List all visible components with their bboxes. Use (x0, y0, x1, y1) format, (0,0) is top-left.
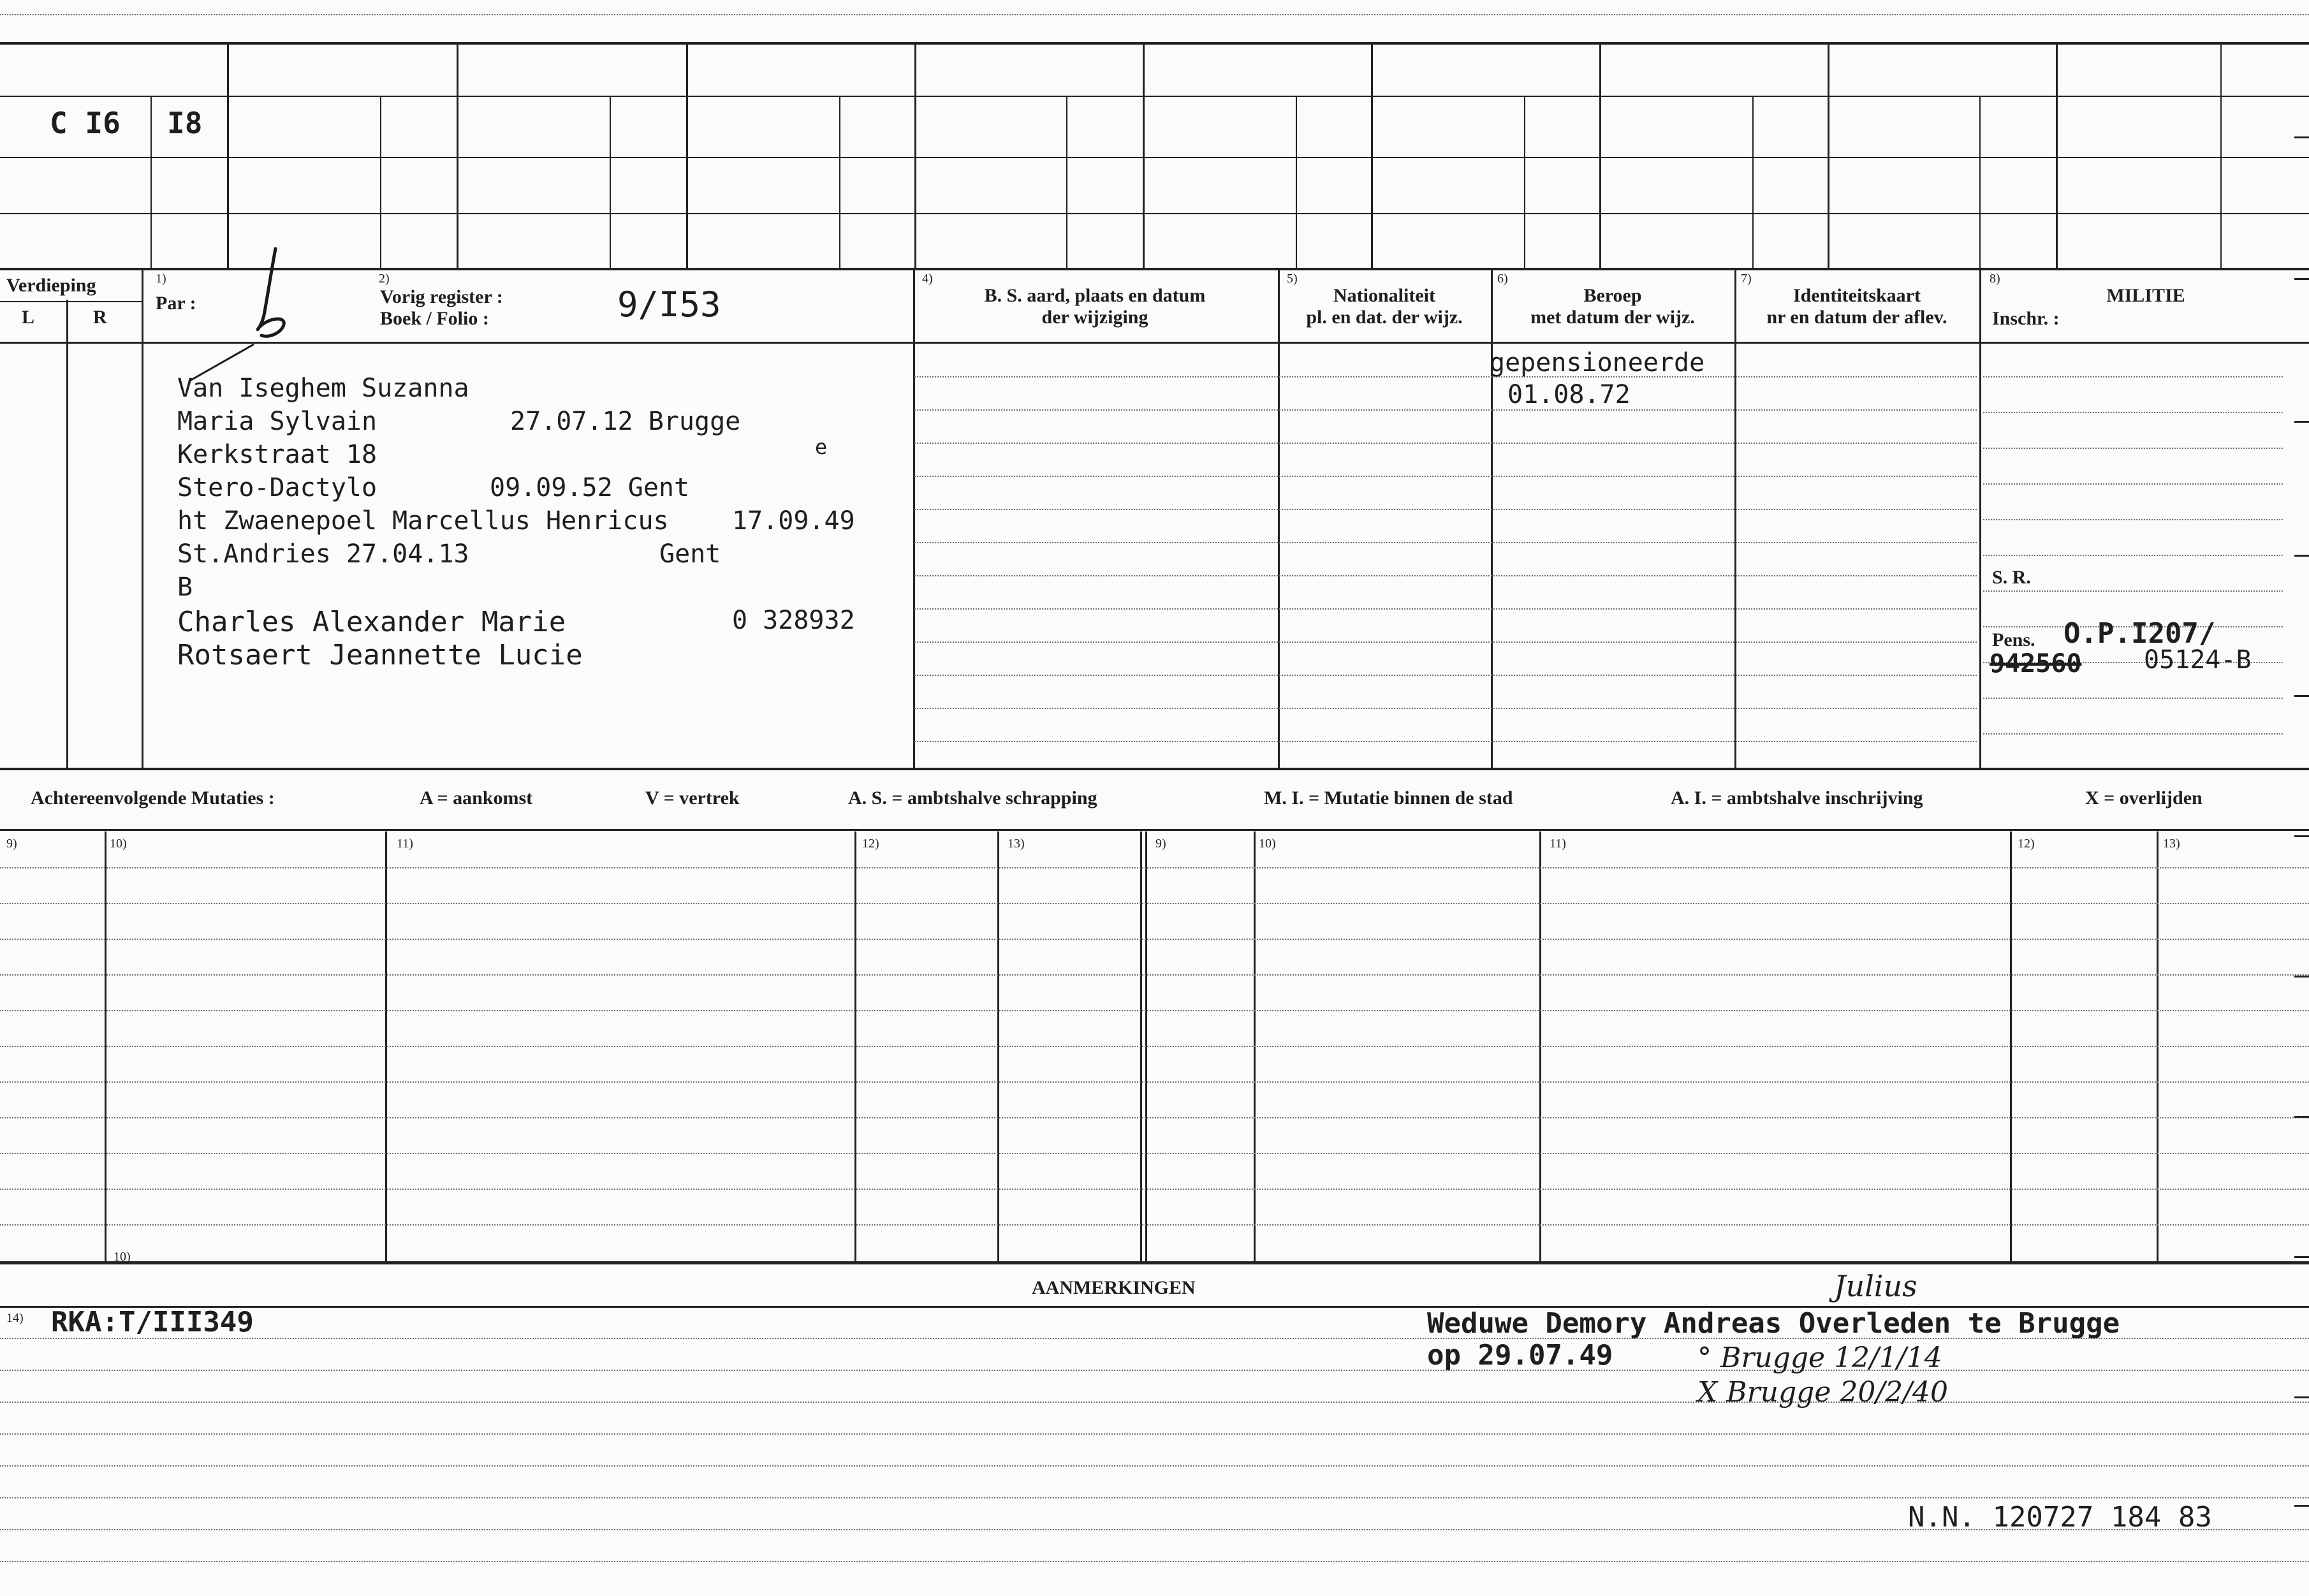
column-line (1491, 268, 1493, 768)
remarks-line (0, 1433, 2309, 1435)
mut-col-12-right: 12) (2018, 837, 2035, 851)
mutation-line (0, 1153, 2309, 1154)
col-num-4: 4) (922, 272, 933, 286)
remarks-line (0, 1497, 2309, 1498)
person-line-2: Maria Sylvain (177, 407, 378, 436)
entry-line (914, 675, 1977, 676)
column-line (1752, 96, 1754, 268)
nat-header-line2: pl. en dat. der wijz. (1306, 307, 1463, 328)
column-line (1143, 42, 1145, 268)
inschr-label: Inschr. : (1992, 308, 2060, 329)
vorig-register-label: Vorig register : (380, 286, 503, 307)
par-signature (242, 244, 319, 346)
legend-mutatie-stad: M. I. = Mutatie binnen de stad (1264, 787, 1513, 809)
beroep-header-line2: met datum der wijz. (1530, 307, 1695, 328)
remarks-col-14: 14) (6, 1311, 24, 1325)
militie-line (1983, 733, 2283, 735)
legend-ambtshalve-schrapping: A. S. = ambtshalve schrapping (848, 787, 1097, 809)
id-header-line2: nr en datum der aflev. (1766, 307, 1947, 328)
floor-left-label: L (22, 307, 35, 328)
rule-line (0, 96, 2309, 97)
column-line (1828, 42, 1829, 268)
entry-line (914, 608, 1977, 610)
remarks-line (0, 1402, 2309, 1403)
edge-tick (2294, 136, 2309, 138)
column-line (1734, 268, 1736, 768)
militie-header: MILITIE (2106, 285, 2185, 306)
remarks-line (0, 1561, 2309, 1562)
column-line (2220, 42, 2222, 96)
edge-tick (2294, 695, 2309, 697)
rule-line (0, 301, 143, 302)
person-line-5: ht Zwaenepoel Marcellus Henricus (177, 506, 669, 536)
remarks-line (0, 1370, 2309, 1371)
entry-line (914, 542, 1977, 543)
person-line-4: Stero-Dactylo (177, 473, 378, 502)
column-line (1599, 42, 1601, 268)
person-line-6-detail: Gent (659, 539, 721, 569)
person-line-1: Van Iseghem Suzanna (177, 374, 469, 403)
edge-tick (2294, 1505, 2309, 1507)
col-num-1: 1) (156, 272, 166, 286)
rule-line (0, 768, 2309, 770)
mutation-line (0, 1224, 2309, 1226)
militie-line (1983, 483, 2283, 485)
pens-label: Pens. (1992, 629, 2035, 650)
folio-value: 9/I53 (617, 284, 721, 325)
column-line (66, 300, 68, 768)
mut-footer-mark: 10) (114, 1250, 131, 1264)
handwritten-birth: ° Brugge 12/1/14 (1697, 1342, 1942, 1374)
mutation-line (0, 1117, 2309, 1118)
edge-tick (2294, 1116, 2309, 1118)
par-label: Par : (156, 293, 196, 314)
remarks-line (0, 1465, 2309, 1467)
person-line-8-detail: 0 328932 (732, 606, 855, 635)
column-line (914, 42, 916, 268)
legend-aankomst: A = aankomst (420, 787, 533, 809)
beroep-date: 01.08.72 (1507, 380, 1631, 409)
entry-line (914, 376, 1977, 377)
rule-line (0, 42, 2309, 45)
col-num-8: 8) (1990, 272, 2000, 286)
column-line (380, 96, 381, 268)
person-line-7: B (177, 573, 193, 602)
column-line (913, 268, 915, 768)
column-line (686, 42, 688, 268)
top-edge (0, 14, 2309, 15)
entry-line (914, 509, 1977, 510)
rka-reference: RKA:T/III349 (51, 1306, 254, 1338)
person-line-5-detail: 17.09.49 (732, 506, 855, 536)
person-line-3: Kerkstraat 18 (177, 440, 378, 469)
entry-line (914, 409, 1977, 411)
entry-line (914, 575, 1977, 576)
column-line (1296, 96, 1297, 268)
mut-col-11-left: 11) (397, 837, 413, 851)
mutation-line (0, 903, 2309, 904)
column-line (142, 268, 143, 768)
person-line-3-mark: e (815, 435, 828, 459)
beroep-status: gepensioneerde (1490, 348, 1705, 377)
rule-line (0, 342, 2309, 344)
mut-col-10-left: 10) (110, 837, 127, 851)
rule-line (0, 213, 2309, 214)
mut-col-13-left: 13) (1008, 837, 1025, 851)
column-line (1371, 42, 1373, 268)
pens-value: O.P.I207/ (2063, 617, 2216, 650)
entry-line (914, 708, 1977, 709)
remarks-title: AANMERKINGEN (1032, 1277, 1196, 1298)
boek-folio-label: Boek / Folio : (380, 308, 489, 329)
national-number: N.N. 120727 184 83 (1908, 1501, 2212, 1534)
floor-right-label: R (93, 307, 107, 328)
column-line (150, 96, 152, 268)
militie-line (1983, 555, 2283, 556)
legend-ambtshalve-inschrijving: A. I. = ambtshalve inschrijving (1671, 787, 1923, 809)
mut-col-10-right: 10) (1259, 837, 1276, 851)
bs-header-line1: B. S. aard, plaats en datum (984, 285, 1206, 306)
beroep-header-line1: Beroep (1583, 285, 1642, 306)
code-left: C I6 (50, 106, 121, 140)
bs-header-line2: der wijziging (1041, 307, 1148, 328)
militie-line (1983, 698, 2283, 699)
person-line-6: St.Andries 27.04.13 (177, 539, 469, 569)
mut-col-9-right: 9) (1155, 837, 1166, 851)
remarks-line-1: Weduwe Demory Andreas Overleden te Brugge (1427, 1307, 2120, 1340)
nat-header-line1: Nationaliteit (1333, 285, 1435, 306)
militie-line (1983, 590, 2283, 592)
rule-line (0, 829, 2309, 831)
code-right: I8 (167, 106, 203, 140)
remarks-line-2: op 29.07.49 (1427, 1339, 1613, 1372)
mutations-legend-title: Achtereenvolgende Mutaties : (31, 787, 275, 809)
column-line (1524, 96, 1525, 268)
col-num-2: 2) (379, 272, 390, 286)
mutation-line (0, 1010, 2309, 1011)
person-line-8: Charles Alexander Marie (177, 606, 566, 638)
person-line-4-detail: 09.09.52 Gent (490, 473, 690, 502)
person-line-2-detail: 27.07.12 Brugge (510, 407, 741, 436)
edge-tick (2294, 421, 2309, 423)
edge-tick (2294, 976, 2309, 977)
mut-col-9-left: 9) (6, 837, 17, 851)
pens-struck-number: 942560 (1990, 649, 2082, 678)
entry-line (914, 741, 1977, 742)
mutation-line (0, 1046, 2309, 1047)
column-line (1278, 268, 1280, 768)
edge-tick (2294, 555, 2309, 557)
col-num-5: 5) (1287, 272, 1298, 286)
mutation-line (0, 974, 2309, 976)
mutation-line (0, 867, 2309, 868)
rule-line (0, 1261, 2309, 1264)
column-line (457, 42, 458, 268)
militie-line (1983, 519, 2283, 520)
mut-col-12-left: 12) (862, 837, 879, 851)
column-line (2056, 42, 2058, 268)
column-line (1066, 96, 1067, 268)
verdieping-label: Verdieping (6, 275, 96, 296)
id-header-line1: Identiteitskaart (1793, 285, 1921, 306)
mutation-line (0, 1081, 2309, 1083)
militie-line (1983, 376, 2283, 377)
col-num-6: 6) (1497, 272, 1508, 286)
edge-tick (2294, 278, 2309, 280)
sr-label: S. R. (1992, 567, 2031, 588)
column-line (1979, 96, 1981, 268)
col-num-7: 7) (1741, 272, 1752, 286)
person-line-9: Rotsaert Jeannette Lucie (177, 639, 583, 671)
column-line (227, 42, 229, 268)
mutation-line (0, 939, 2309, 940)
mutation-line (0, 1189, 2309, 1190)
legend-overlijden: X = overlijden (2085, 787, 2203, 809)
edge-tick (2294, 1256, 2309, 1258)
militie-line (1983, 412, 2283, 413)
handwritten-julius: Julius (1834, 1269, 1917, 1303)
rule-line (0, 157, 2309, 158)
handwritten-death: X Brugge 20/2/40 (1697, 1376, 1948, 1409)
legend-vertrek: V = vertrek (645, 787, 740, 809)
militie-line (1983, 448, 2283, 449)
entry-line (914, 476, 1977, 477)
column-line (1979, 268, 1981, 768)
rule-line (0, 268, 2309, 270)
column-line (2220, 96, 2222, 268)
pens-code: 05124-B (2144, 645, 2252, 675)
mut-col-11-right: 11) (1550, 837, 1566, 851)
entry-line (914, 641, 1977, 643)
edge-tick (2294, 1396, 2309, 1398)
entry-line (914, 443, 1977, 444)
edge-tick (2294, 835, 2309, 837)
column-line (610, 96, 611, 268)
mut-col-13-right: 13) (2163, 837, 2180, 851)
column-line (839, 96, 840, 268)
